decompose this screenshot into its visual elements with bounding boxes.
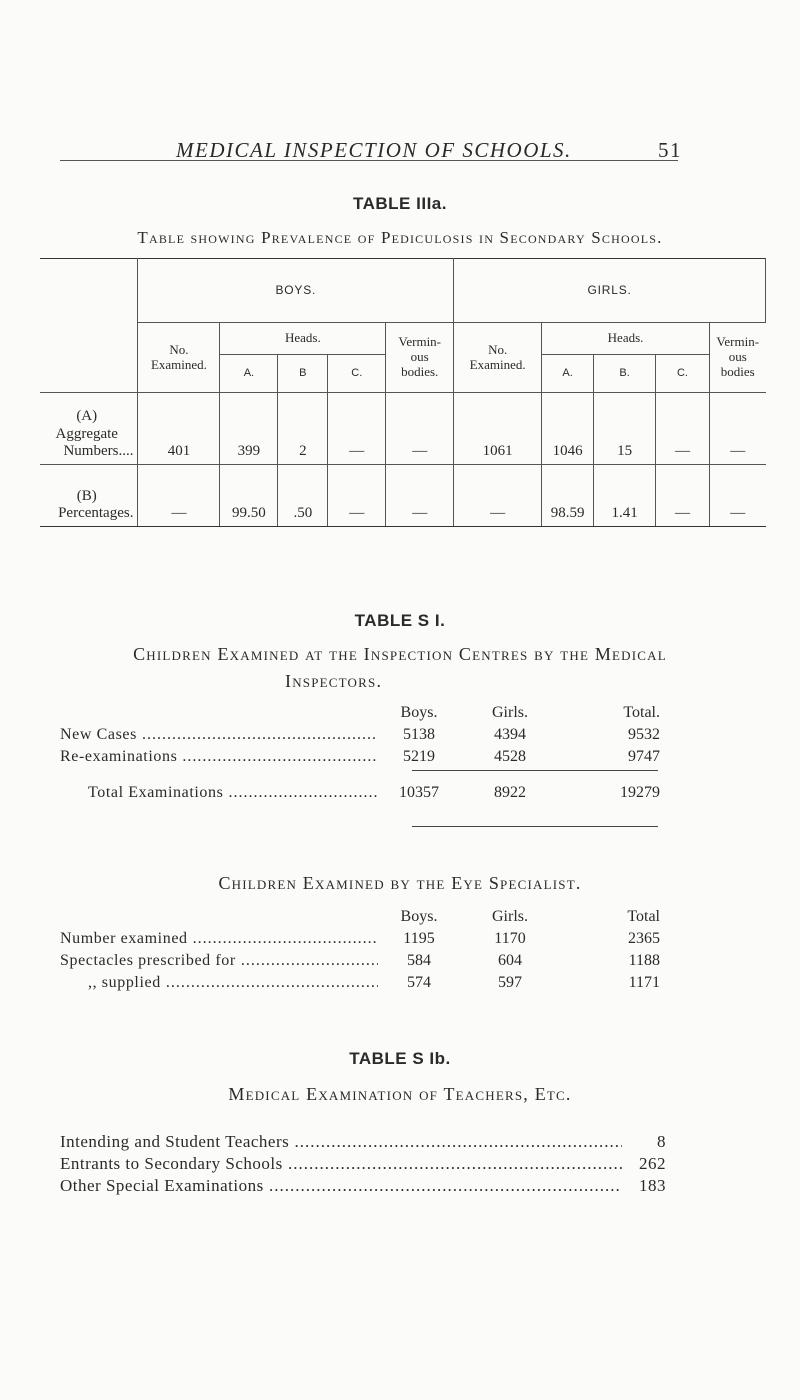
boys-sub-b: B xyxy=(278,355,328,393)
cell: — xyxy=(386,393,454,465)
cell: 401 xyxy=(138,393,220,465)
cell: — xyxy=(709,465,765,527)
running-title: MEDICAL INSPECTION OF SCHOOLS. xyxy=(176,138,572,162)
eye-specialist-caption: Children Examined by the Eye Specialist. xyxy=(218,873,582,893)
item-value: 8 xyxy=(657,1132,666,1151)
cell: 9532 xyxy=(628,726,660,743)
cell: — xyxy=(386,465,454,527)
cell: 1171 xyxy=(628,974,660,991)
girls-no-examined-header: No. Examined. xyxy=(454,323,542,393)
cell: 9747 xyxy=(628,748,660,765)
table-3a-caption: Table showing Prevalence of Pediculosis in Secondary Schools. xyxy=(137,228,663,247)
col-total: Total xyxy=(627,908,660,925)
table-row xyxy=(60,974,660,996)
boys-heads-header: Heads. xyxy=(220,323,386,355)
table-s1b-heading: TABLE S Ib. xyxy=(349,1049,451,1068)
table-s1-caption-line2: Inspectors. xyxy=(285,671,383,691)
total-label: Total Examinations ..... xyxy=(60,784,378,802)
item-value: 183 xyxy=(639,1176,666,1195)
table-s1-caption-line1: Children Examined at the Inspection Centres by the Medical xyxy=(133,644,667,664)
cell: 1170 xyxy=(494,930,526,947)
item-label: Entrants to Secondary Schools ..... xyxy=(60,1154,622,1174)
cell: 1195 xyxy=(403,930,435,947)
table-s1b-caption: Medical Examination of Teachers, Etc. xyxy=(228,1084,572,1104)
cell: 1061 xyxy=(454,393,542,465)
row-label: New Cases ..... xyxy=(60,726,378,744)
col-boys: Boys. xyxy=(400,704,438,721)
girls-sub-b: B. xyxy=(594,355,656,393)
cell: — xyxy=(709,393,765,465)
table-row xyxy=(40,393,766,465)
cell: 4528 xyxy=(494,748,526,765)
cell: — xyxy=(328,393,386,465)
cell: 1046 xyxy=(542,393,594,465)
item-label: Intending and Student Teachers ..... xyxy=(60,1132,622,1152)
boys-header: BOYS. xyxy=(138,259,454,323)
girls-sub-a: A. xyxy=(542,355,594,393)
cell: 15 xyxy=(594,393,656,465)
cell: 5219 xyxy=(403,748,435,765)
cell: 574 xyxy=(407,974,431,991)
table-row xyxy=(60,784,660,806)
col-girls: Girls. xyxy=(492,704,528,721)
cell: 19279 xyxy=(620,784,660,801)
cell: 2365 xyxy=(628,930,660,947)
cell: 8922 xyxy=(494,784,526,801)
girls-verminous-header: Vermin- ous bodies xyxy=(709,323,765,393)
row-label-aggregate: (A) Aggregate Numbers.... xyxy=(40,393,138,465)
girls-heads-header: Heads. xyxy=(542,323,710,355)
cell: 2 xyxy=(278,393,328,465)
boys-verminous-header: Vermin- ous bodies. xyxy=(386,323,454,393)
cell: — xyxy=(656,393,710,465)
cell: 10357 xyxy=(399,784,439,801)
item-value: 262 xyxy=(639,1154,666,1173)
cell: 4394 xyxy=(494,726,526,743)
table-row xyxy=(40,465,766,527)
cell: 399 xyxy=(220,393,278,465)
cell: — xyxy=(656,465,710,527)
col-girls: Girls. xyxy=(492,908,528,925)
cell: — xyxy=(454,465,542,527)
cell: 98.59 xyxy=(542,465,594,527)
boys-sub-c: C. xyxy=(328,355,386,393)
table-3a-heading: TABLE IIIa. xyxy=(353,194,447,213)
girls-sub-c: C. xyxy=(656,355,710,393)
row-label: ,, supplied ..... xyxy=(60,974,378,992)
table-row xyxy=(60,952,660,974)
table-s1-heading: TABLE S I. xyxy=(354,611,446,630)
header-rule xyxy=(60,160,678,161)
page-number: 51 xyxy=(658,138,682,162)
col-boys: Boys. xyxy=(400,908,438,925)
cell: 1.41 xyxy=(594,465,656,527)
table-row xyxy=(60,748,660,770)
boys-no-examined-header: No. Examined. xyxy=(138,323,220,393)
cell: 604 xyxy=(498,952,522,969)
inspection-centres-table xyxy=(60,704,660,770)
column-headers xyxy=(60,908,660,930)
table-row xyxy=(60,726,660,748)
cell: — xyxy=(328,465,386,527)
row-label: Spectacles prescribed for ..... xyxy=(60,952,378,970)
cell: 1188 xyxy=(628,952,660,969)
row-label-header xyxy=(40,259,138,393)
pediculosis-table xyxy=(40,258,766,527)
cell: 584 xyxy=(407,952,431,969)
col-total: Total. xyxy=(623,704,660,721)
eye-specialist-table xyxy=(60,908,660,996)
cell: .50 xyxy=(278,465,328,527)
subtotal-rule xyxy=(412,770,658,771)
item-label: Other Special Examinations ..... xyxy=(60,1176,622,1196)
list-item xyxy=(60,1132,666,1154)
boys-sub-a: A. xyxy=(220,355,278,393)
list-item xyxy=(60,1154,666,1176)
row-label: Number examined ..... xyxy=(60,930,378,948)
table-row xyxy=(60,930,660,952)
list-item xyxy=(60,1176,666,1198)
total-row xyxy=(60,784,660,806)
row-label-percentages: (B) Percentages. xyxy=(40,465,138,527)
cell: 99.50 xyxy=(220,465,278,527)
column-headers xyxy=(60,704,660,726)
cell: 597 xyxy=(498,974,522,991)
girls-header: GIRLS. xyxy=(454,259,766,323)
row-label: Re-examinations ..... xyxy=(60,748,378,766)
total-rule xyxy=(412,826,658,827)
cell: 5138 xyxy=(403,726,435,743)
teachers-examination-list xyxy=(60,1132,666,1198)
cell: — xyxy=(138,465,220,527)
